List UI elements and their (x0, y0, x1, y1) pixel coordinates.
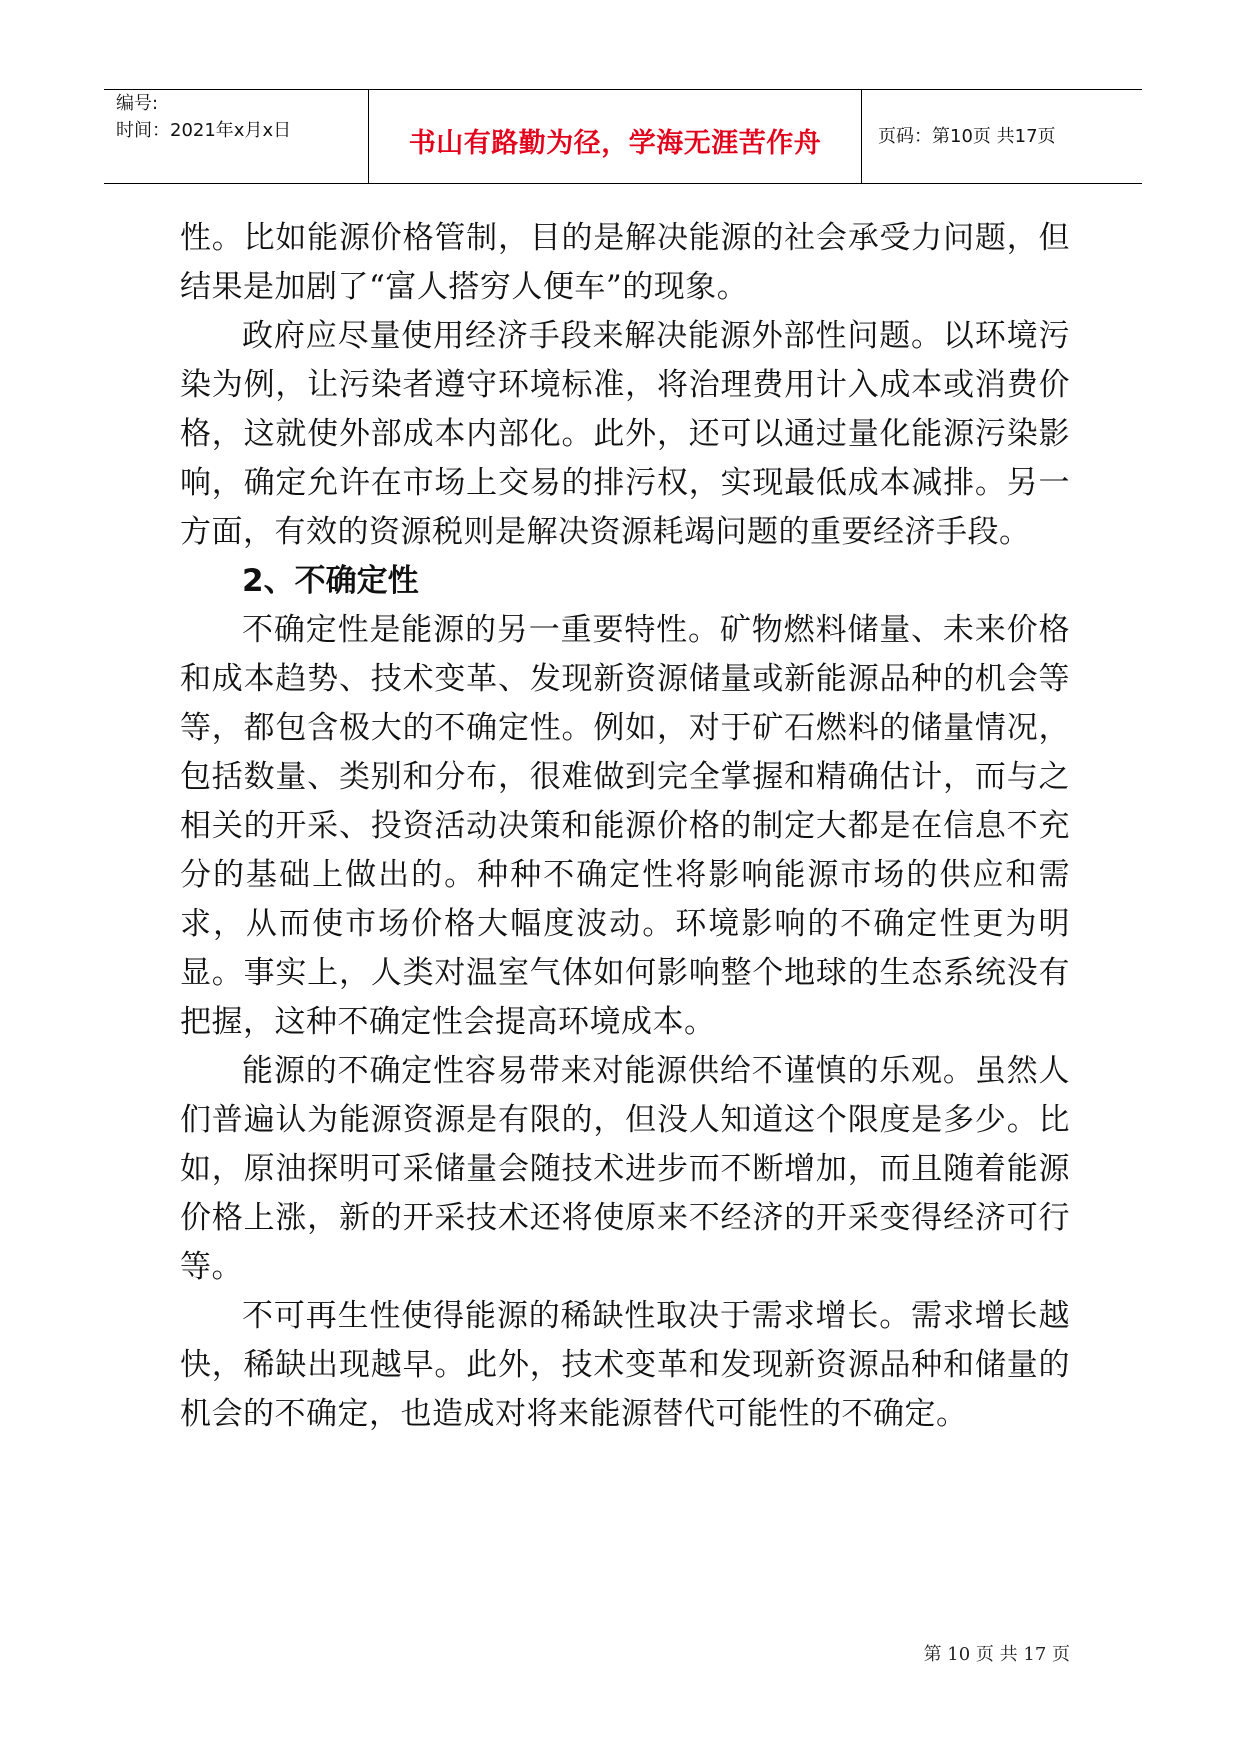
document-number-label: 编号: (116, 93, 159, 114)
page-header (104, 89, 1142, 184)
header-motto-cell (368, 90, 862, 183)
header-page-number: 页码：第10页 共17页 (878, 126, 1056, 147)
section-heading: 2、不确定性 (242, 563, 419, 599)
section-paragraph-2: 能源的不确定性容易带来对能源供给不谨慎的乐观。虽然人们普遍认为能源资源是有限的，但没人知道这个限度是多少。比如，原油探明可采储量会随技术进步而不断增加，而且随着能源价格上涨，新的开采技术还将使原来不经济的开采变得经济可行等。 (180, 1053, 1070, 1285)
body-paragraph-2: 政府应尽量使用经济手段来解决能源外部性问题。以环境污染为例，让污染者遵守环境标准，将治理费用计入成本或消费价格，这就使外部成本内部化。此外，还可以通过量化能源污染影响，确定允许在市场上交易的排污权，实现最低成本减排。另一方面，有效的资源税则是解决资源耗竭问题的重要经济手段。 (180, 318, 1070, 550)
header-motto: 书山有路勤为径，学海无涯苦作舟 (408, 128, 822, 159)
body-paragraph-1: 性。比如能源价格管制，目的是解决能源的社会承受力问题，但结果是加剧了“富人搭穷人便车”的现象。 (180, 220, 1070, 305)
document-body (180, 214, 1070, 1439)
section-paragraph-1: 不确定性是能源的另一重要特性。矿物燃料储量、未来价格和成本趋势、技术变革、发现新资源储量或新能源品种的机会等等，都包含极大的不确定性。例如，对于矿石燃料的储量情况，包括数量、类别和分布，很难做到完全掌握和精确估计，而与之相关的开采、投资活动决策和能源价格的制定大都是在信息不充分的基础上做出的。种种不确定性将影响能源市场的供应和需求，从而使市场价格大幅度波动。环境影响的不确定性更为明显。事实上，人类对温室气体如何影响整个地球的生态系统没有把握，这种不确定性会提高环境成本。 (180, 612, 1070, 1040)
section-paragraph-3: 不可再生性使得能源的稀缺性取决于需求增长。需求增长越快，稀缺出现越早。此外，技术变革和发现新资源品种和储量的机会的不确定，也造成对将来能源替代可能性的不确定。 (180, 1298, 1070, 1432)
page-footer-number: 第 10 页 共 17 页 (923, 1644, 1070, 1665)
header-page-cell (862, 90, 1142, 183)
header-meta-cell (104, 90, 366, 183)
document-time-label: 时间：2021年x月x日 (116, 120, 292, 141)
